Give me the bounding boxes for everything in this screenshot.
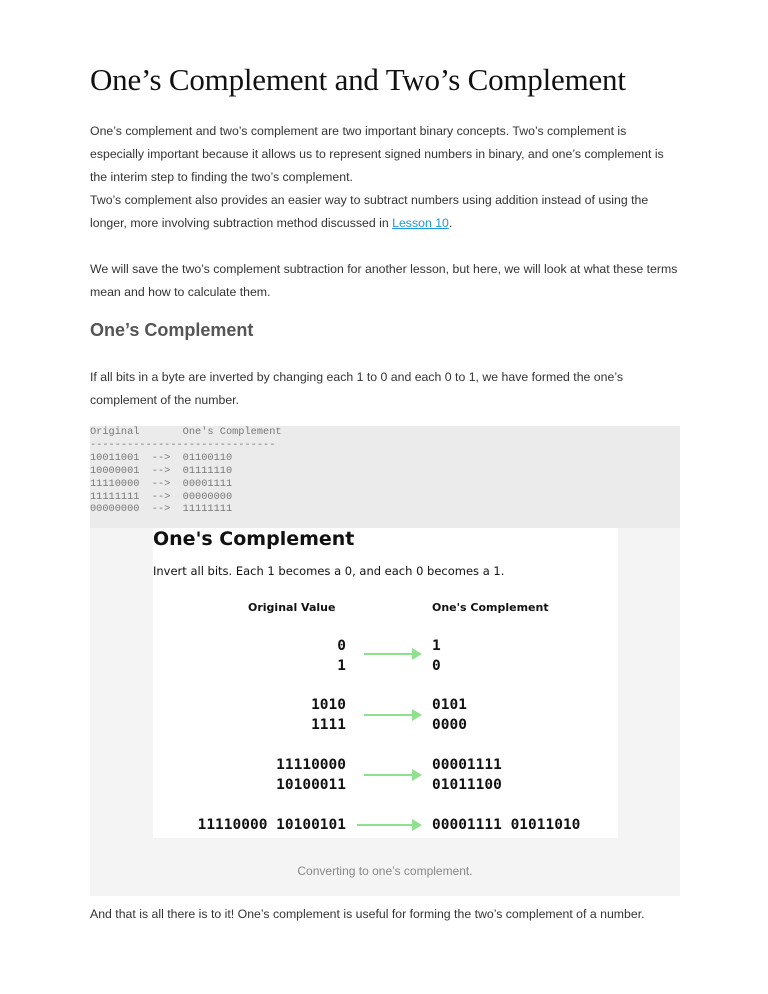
- section-text-block: [90, 366, 680, 412]
- code-block: [90, 426, 680, 528]
- section-heading: One’s Complement: [90, 320, 254, 340]
- column-original-header: Original Value: [248, 601, 336, 614]
- intro-section: [90, 120, 680, 304]
- complement-value-2: 0101 0000: [432, 697, 467, 733]
- complement-value-3: 00001111 01011100: [432, 757, 502, 793]
- outro-text: And that is all there is to it! One’s complement is useful for forming the two’s complement of a number.: [90, 907, 645, 921]
- lesson-10-link[interactable]: Lesson 10: [392, 216, 449, 230]
- outro-block: [90, 903, 690, 926]
- original-value-2: 1010 1111: [311, 697, 346, 733]
- complement-value-1: 1 0: [432, 638, 441, 674]
- figure-image: [153, 528, 618, 838]
- arrow-right-icon: [364, 714, 420, 716]
- intro-paragraph-2: [90, 189, 680, 235]
- intro-paragraph-3: We will save the two’s complement subtraction for another lesson, but here, we will look at what these terms mean and how to calculate them.: [90, 262, 678, 299]
- original-value-3: 11110000 10100011: [276, 757, 346, 793]
- arrow-right-icon: [364, 653, 420, 655]
- paragraph-spacer: [90, 235, 680, 258]
- figure-subtitle: Invert all bits. Each 1 becomes a 0, and each 0 becomes a 1.: [153, 564, 505, 578]
- column-complement-header: One's Complement: [432, 601, 549, 614]
- intro-paragraph-1: One’s complement and two’s complement are two important binary concepts. Two’s complement is especially important because it allows us to represent signed numbers in binary, and one’s complement is the interim step to finding the two’s complement.: [90, 124, 664, 184]
- intro-paragraph-2-end: .: [448, 216, 453, 230]
- code-content: Original One's Complement ------------------------------ 10011001 --> 01100110 10000001 --> 01111110 11110000 --> 00001111 11111111 --> 00000000 00000000 --> 11111111: [90, 426, 282, 516]
- original-value-1: 0 1: [337, 638, 346, 674]
- figure-caption: Converting to one’s complement.: [297, 864, 473, 878]
- arrow-right-icon: [357, 824, 420, 826]
- complement-value-4: 00001111 01011010: [432, 817, 581, 833]
- page-title: One’s Complement and Two’s Complement: [90, 62, 626, 97]
- figure: [90, 528, 680, 896]
- section-text: If all bits in a byte are inverted by changing each 1 to 0 and each 0 to 1, we have formed the one’s complement of the number.: [90, 370, 623, 407]
- intro-paragraph-2-text: Two’s complement also provides an easier way to subtract numbers using addition instead of using the longer, more involving subtraction method discussed in: [90, 193, 649, 230]
- arrow-right-icon: [364, 774, 420, 776]
- figure-title: One's Complement: [153, 528, 355, 550]
- original-value-4: 11110000 10100101: [197, 817, 346, 833]
